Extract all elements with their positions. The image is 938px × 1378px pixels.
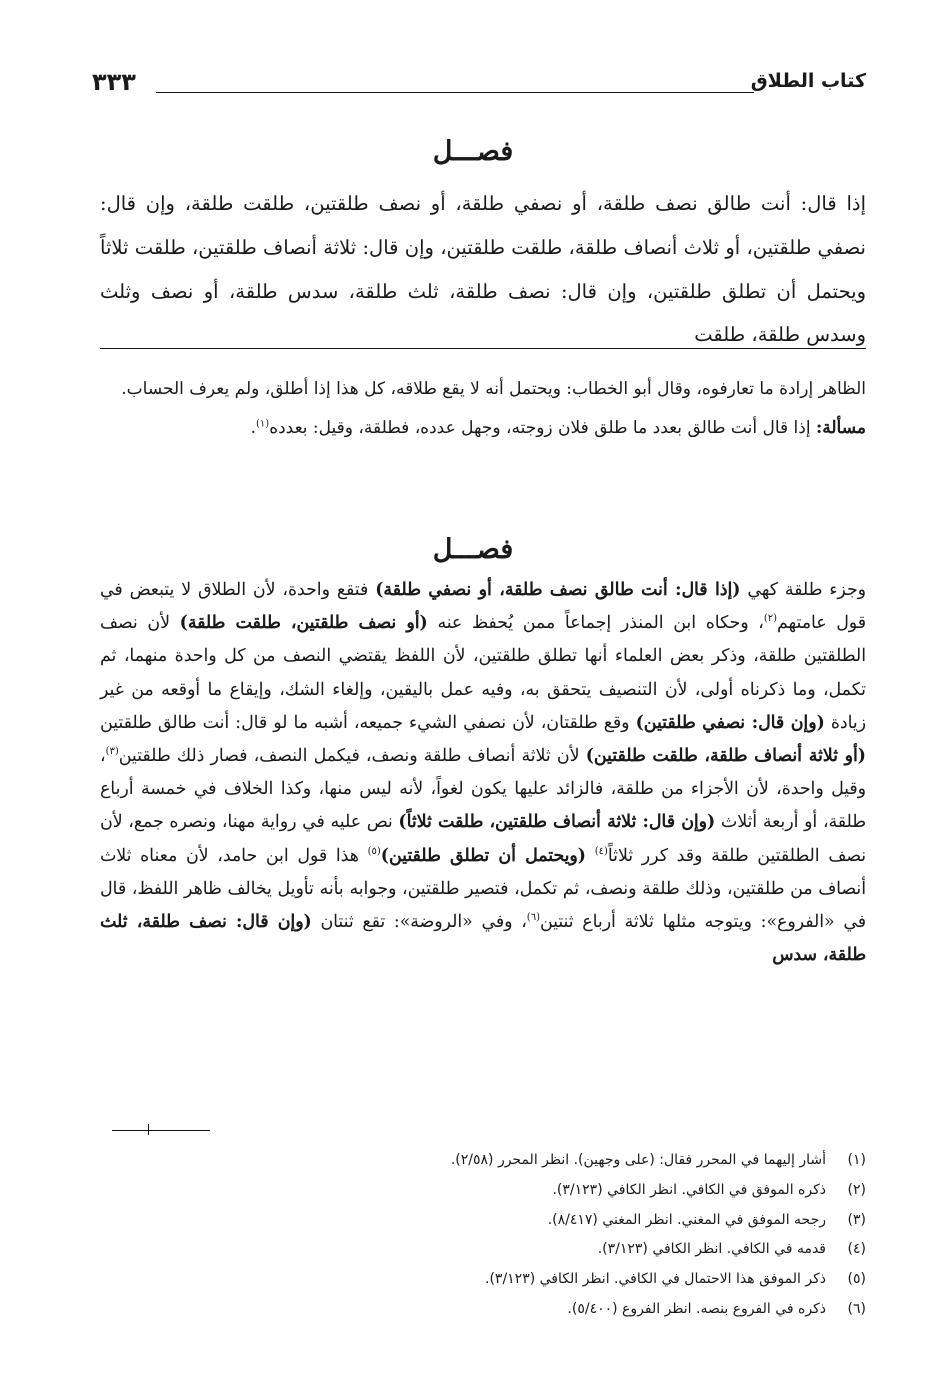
commentary-main [100, 574, 866, 972]
text-run: نص عليه في رواية مهنا، ونصره جمع، لأن نصف الطلقتين طلقة وقد كرر ثلاثاً [100, 812, 867, 866]
footnote-text: ذكر الموفق هذا الاحتمال في الكافي. انظر الكافي (٣/١٢٣). [485, 1271, 826, 1288]
commentary-top [100, 374, 866, 443]
text-run: ، وقيل واحدة، لأن الأجزاء من طلقة، فالزائد عليها يكون لغواً، لأنه ليس منها، وكذا الخلاف في خمسة أرباع طلقة، أو أربعة أثلاث [100, 746, 867, 833]
text-run: لأن ثلاثة أنصاف طلقة ونصف، فيكمل النصف، فصار ذلك طلقتين [118, 746, 580, 767]
quoted-matn: (وإن قال: نصفي طلقتين) [635, 712, 825, 733]
matn-text [100, 182, 866, 357]
footnote-text: ذكره في الفروع بنصه. انظر الفروع (٥/٤٠٠). [567, 1300, 826, 1317]
section-heading-1: فصـــل [432, 136, 514, 167]
footnote-number: (١) [847, 1152, 866, 1168]
footnote-number: (٥) [847, 1271, 866, 1288]
masala-label: مسألة: [815, 417, 866, 438]
footnote-text: أشار إليهما في المحرر فقال: (على وجهين). انظر المحرر (٢/٥٨). [450, 1152, 826, 1168]
text-run: ، وفي «الروضة»: تقع ثنتان [320, 912, 527, 933]
commentary-paragraph: الظاهر إرادة ما تعارفوه، وقال أبو الخطاب: ويحتمل أنه لا يقع طلاقه، كل هذا إذا أطلق، ولم يعرف الحساب. [121, 379, 866, 399]
matn-separator [100, 348, 866, 349]
text-run: لأن نصف الطلقتين طلقة، وذكر بعض العلماء أنها تطلق طلقتين، لأن اللفظ يقتضي النصف من كل واحدة منهما، ثم تكمل، وما ذكرناه أولى، لأن التنصيف يتحقق به، وفيه عمل باليقين، وإلغاء الشك، وإيقاع ما أوقعه من غير زيادة [100, 613, 866, 733]
footnotes [100, 1146, 866, 1325]
book-title: كتاب الطلاق [750, 70, 866, 92]
header-rule [156, 92, 754, 93]
footnote-text: ذكره الموفق في الكافي. انظر الكافي (٣/١٢٣). [552, 1181, 826, 1198]
section-heading-2: فصـــل [432, 534, 514, 565]
footnote-5 [100, 1265, 866, 1295]
masala-end: . [250, 417, 256, 438]
matn-paragraph: إذا قال: أنت طالق نصف طلقة، أو نصفي طلقة، أو نصف طلقتين، طلقت طلقة، وإن قال: نصفي طلقتين، أو ثلاث أنصاف طلقة، طلقت طلقتين، وإن قال: ثلاثة أنصاف طلقتين، طلقت ثلاثاً ويحتمل أن تطلق طلقتين، وإن قال: نصف طلقة، ثلث طلقة، سدس طلقة، أو نصف وثلث وسدس طلقة، طلقت [100, 192, 866, 347]
text-run: وقع طلقتان، لأن نصفي الشيء جميعه، أشبه ما لو قال: أنت طالق طلقتين [100, 712, 630, 733]
running-header [92, 70, 866, 106]
footnote-ref: (٣) [105, 746, 119, 758]
text-run: وجزء طلقة كهي [747, 580, 866, 600]
footnote-3 [100, 1206, 866, 1236]
footnote-ref: (٤) [594, 845, 608, 857]
quoted-matn: (أو نصف طلقتين، طلقت طلقة) [179, 613, 428, 634]
footnote-number: (٦) [847, 1300, 866, 1317]
quoted-matn: (ويحتمل أن تطلق طلقتين) [380, 845, 586, 866]
footnote-4 [100, 1235, 866, 1265]
footnote-number: (٤) [847, 1241, 866, 1258]
text-run: فتقع واحدة، لأن الطلاق لا يتبعض في قول عامتهم [100, 580, 866, 634]
quoted-matn: (وإن قال: ثلاثة أنصاف طلقتين، طلقت ثلاثاً) [398, 812, 716, 833]
text-run: هذا قول ابن حامد، لأن معناه ثلاث أنصاف من طلقتين، وذلك طلقة ونصف، ثم تكمل، فتصير طلقتين، وجوابه بأنه تأويل يخالف ظاهر اللفظ، قال في «الفروع»: ويتوجه مثلها ثلاثة أرباع ثنتين [100, 845, 866, 933]
quoted-matn: (وإن قال: نصف طلقة، ثلث طلقة، سدس [100, 912, 866, 966]
text-run: ، وحكاه ابن المنذر إجماعاً ممن يُحفظ عنه [437, 613, 764, 634]
footnote-text: رجحه الموفق في المغني. انظر المغني (٨/٤١٧). [547, 1211, 826, 1228]
footnote-text: قدمه في الكافي. انظر الكافي (٣/١٢٣). [597, 1241, 826, 1258]
quoted-matn: (أو ثلاثة أنصاف طلقة، طلقت طلقتين) [585, 746, 866, 767]
footnote-1 [100, 1146, 866, 1176]
quoted-matn: (إذا قال: أنت طالق نصف طلقة، أو نصفي طلقة) [375, 580, 741, 600]
footnote-ref: (٥) [367, 845, 381, 857]
masala-text: إذا قال أنت طالق بعدد ما طلق فلان زوجته، وجهل عدده، فطلقة، وقيل: بعدده [269, 417, 811, 438]
footnote-ref: (٢) [763, 613, 778, 625]
page-number: ٣٣٣ [92, 68, 136, 96]
footnote-6 [100, 1295, 866, 1325]
footnote-2 [100, 1176, 866, 1206]
footnote-number: (٣) [847, 1211, 866, 1228]
footnote-separator-tick [148, 1124, 149, 1135]
footnote-ref: (١) [256, 417, 270, 429]
masala-paragraph [100, 413, 866, 444]
footnote-number: (٢) [847, 1181, 866, 1198]
commentary-main-paragraph [100, 574, 866, 972]
footnote-separator [112, 1130, 210, 1131]
footnote-ref: (٦) [526, 912, 540, 924]
